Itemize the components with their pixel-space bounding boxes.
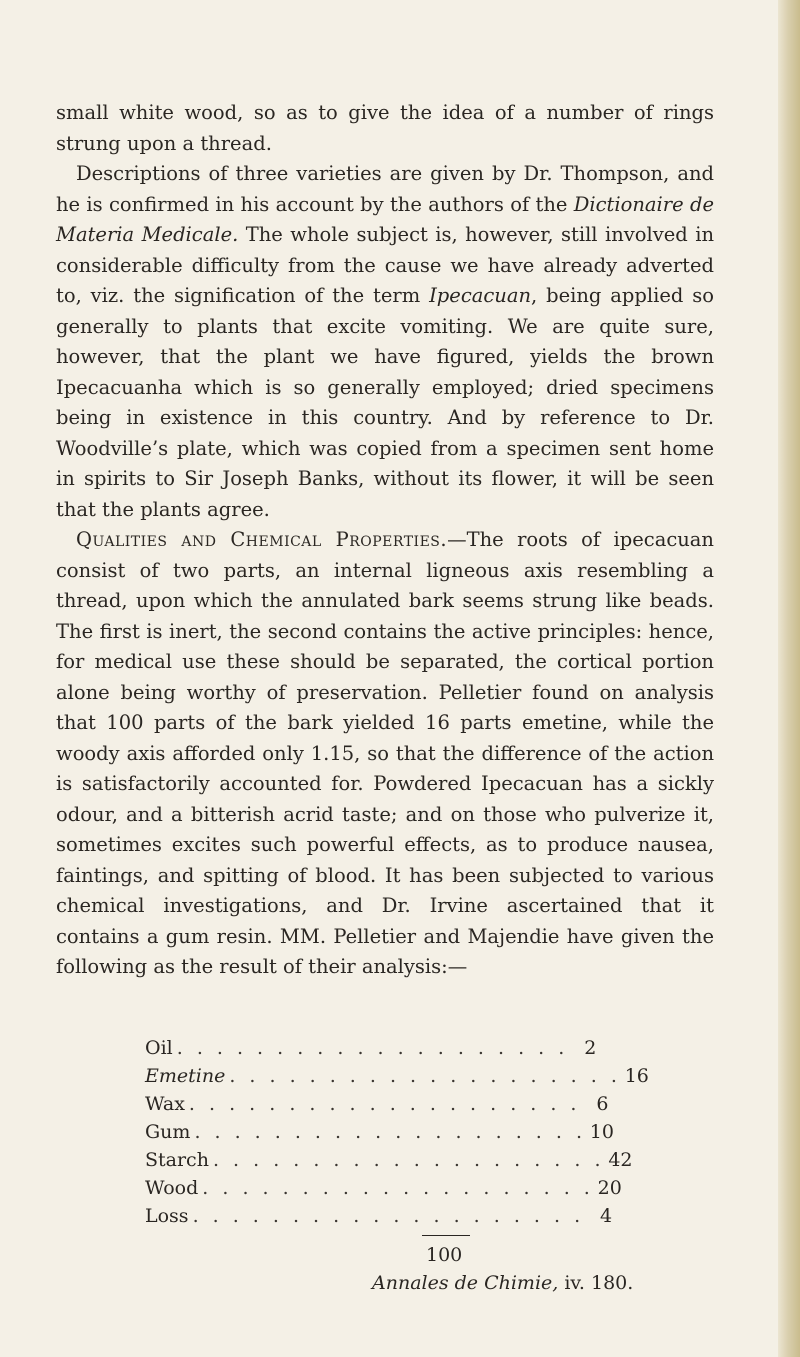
text-segment: —The roots of ipecacuan consist of two parts, an internal ligneous axis resembling a thread, upon which the annulated bark seems strung like beads. The first is inert, the second contains the active principles: hence, for medical use these should be separated, the cortical portion alone being worthy of preservation. Pelletier found on analysis that 100 parts of the bark yielded 16 parts emetine, while the woody axis afforded only 1.15, so that the difference of the action is satisfactorily accounted for. Powdered Ipecacuan has a sickly odour, and a bitterish acrid taste; and on those who pulverize it, sometimes excites such powerful effects, as to produce nausea, faintings, and spitting of blood. It has been subjected to various chemical investigations, and Dr. Irvine ascertained that it contains a gum resin. MM. Pelletier and Majendie have given the following as the result of their analysis:— — [56, 528, 714, 978]
analysis-value: 6 — [596, 1093, 609, 1115]
paragraph — [56, 98, 714, 159]
analysis-row — [145, 1174, 622, 1202]
citation-source: Annales de Chimie, — [372, 1272, 559, 1294]
analysis-value: 20 — [597, 1177, 622, 1199]
analysis-row — [145, 1146, 633, 1174]
leader-dots: . . . . . . . . . . . . . . . . . . . . — [188, 1093, 581, 1115]
analysis-label: Gum — [145, 1121, 191, 1143]
analysis-label: Wax — [145, 1093, 185, 1115]
analysis-value: 42 — [608, 1149, 633, 1171]
analysis-value: 10 — [589, 1121, 614, 1143]
analysis-label: Loss — [145, 1205, 189, 1227]
analysis-row — [145, 1118, 614, 1146]
citation-ref: iv. 180. — [558, 1272, 634, 1294]
section-heading: Qualities and Chemical Properties. — [76, 528, 448, 551]
paragraph — [56, 159, 714, 525]
analysis-value: 16 — [624, 1065, 649, 1087]
citation — [372, 1272, 633, 1294]
analysis-label: Starch — [145, 1149, 209, 1171]
text-segment: small white wood, so as to give the idea of a number of rings strung upon a thread. — [56, 101, 714, 155]
leader-dots: . . . . . . . . . . . . . . . . . . . . — [192, 1205, 585, 1227]
italic-text: Dictionaire de Materia Medicale. — [56, 192, 715, 246]
leader-dots: . . . . . . . . . . . . . . . . . . . . — [212, 1149, 605, 1171]
analysis-row — [145, 1090, 609, 1118]
analysis-value: 4 — [600, 1205, 613, 1227]
analysis-row — [145, 1202, 613, 1230]
analysis-label: Wood — [145, 1177, 199, 1199]
analysis-label: Oil — [145, 1037, 173, 1059]
analysis-total: 100 — [426, 1244, 463, 1266]
sum-rule — [422, 1235, 470, 1236]
leader-dots: . . . . . . . . . . . . . . . . . . . . — [176, 1037, 569, 1059]
text-segment: The whole subject is, however, still involved in considerable difficulty from the cause we have already adverted to, viz. the signification of the term — [56, 223, 714, 307]
analysis-row — [145, 1034, 597, 1062]
body-text — [56, 98, 714, 983]
text-segment: Descriptions of three varieties are given by Dr. Thompson, and he is confirmed in his account by the authors of the — [56, 162, 714, 216]
paragraph — [56, 525, 714, 983]
analysis-label: Emetine — [145, 1065, 226, 1087]
analysis-value: 2 — [584, 1037, 597, 1059]
page-edge — [778, 0, 800, 1357]
leader-dots: . . . . . . . . . . . . . . . . . . . . — [229, 1065, 621, 1087]
italic-text: Ipecacuan — [429, 284, 532, 307]
leader-dots: . . . . . . . . . . . . . . . . . . . . — [202, 1177, 594, 1199]
leader-dots: . . . . . . . . . . . . . . . . . . . . — [194, 1121, 586, 1143]
analysis-table — [145, 1034, 649, 1230]
text-segment: , being applied so generally to plants that excite vomiting. We are quite sure, however, that the plant we have figured, yields the brown Ipecacuanha which is so generally employed; dried specimens being in existence in this country. And by reference to Dr. Woodville’s plate, which was copied from a specimen sent home in spirits to Sir Joseph Banks, without its flower, it will be seen that the plants agree. — [56, 284, 714, 521]
analysis-row — [145, 1062, 649, 1090]
